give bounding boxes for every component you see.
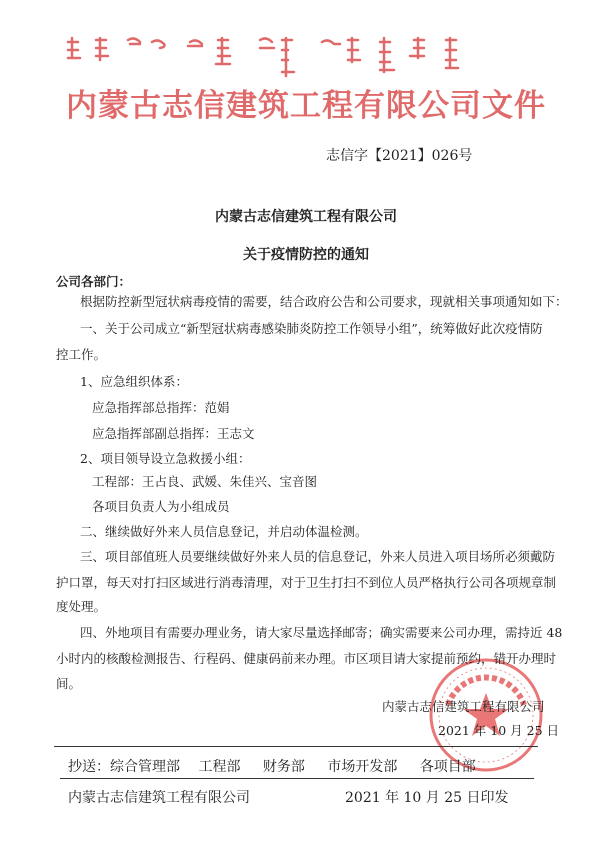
cc-item: 各项目部	[419, 759, 476, 775]
body-line: 度处理。	[56, 599, 107, 614]
issue-date: 2021 年 10 月 25 日印发	[345, 790, 509, 806]
divider-line	[54, 746, 538, 747]
mongolian-script-header	[60, 30, 560, 85]
notice-subject: 关于疫情防控的通知	[243, 247, 369, 263]
cc-item: 财务部	[262, 759, 305, 775]
cc-item: 综合管理部	[110, 759, 180, 775]
signature-company: 内蒙古志信建筑工程有限公司	[382, 699, 545, 714]
body-line: 应急指挥部副总指挥：王志文	[92, 426, 255, 441]
body-line: 应急指挥部总指挥：范娟	[92, 400, 230, 415]
body-line: 根据防控新型冠状病毒疫情的需要，结合政府公告和公司要求，现就相关事项通知如下：	[80, 294, 568, 309]
salutation: 公司各部门：	[56, 274, 132, 289]
body-line: 一、关于公司成立“新型冠状病毒感染肺炎防控工作领导小组”，统筹做好此次疫情防	[80, 321, 543, 336]
cc-item: 市场开发部	[327, 759, 398, 775]
signature-date: 2021 年 10 月 25 日	[438, 723, 559, 738]
body-line: 三、项目部值班人员要继续做好外来人员的信息登记，外来人员进入项目场所必须戴防	[80, 549, 556, 564]
divider-line	[60, 778, 534, 779]
cc-row	[68, 756, 476, 776]
document-number: 志信字【2021】026号	[326, 148, 473, 164]
cc-item: 工程部	[198, 759, 241, 775]
body-line: 工程部：王占良、武媛、朱佳兴、宝音图	[92, 474, 318, 489]
issuer: 内蒙古志信建筑工程有限公司	[68, 790, 250, 806]
document-header-title: 内蒙古志信建筑工程有限公司文件	[66, 88, 546, 124]
body-line: 间。	[56, 676, 82, 691]
body-line: 控工作。	[56, 347, 107, 362]
body-line: 四、外地项目有需要办理业务，请大家尽量选择邮寄；确实需要来公司办理，需持近 48	[80, 625, 563, 640]
body-line: 小时内的核酸检测报告、行程码、健康码前来办理。市区项目请大家提前预约，错开办理时	[56, 651, 557, 666]
notice-company: 内蒙古志信建筑工程有限公司	[215, 209, 397, 225]
body-line: 护口罩，每天对打扫区域进行消毒清理，对于卫生打扫不到位人员严格执行公司各项规章制	[56, 575, 557, 590]
cc-label: 抄送：	[68, 759, 110, 775]
body-line: 2、项目领导设立急救援小组：	[80, 451, 251, 466]
body-line: 1、应急组织体系：	[80, 374, 188, 389]
body-line: 二、继续做好外来人员信息登记，并启动体温检测。	[80, 524, 368, 539]
body-line: 各项目负责人为小组成员	[92, 499, 230, 514]
